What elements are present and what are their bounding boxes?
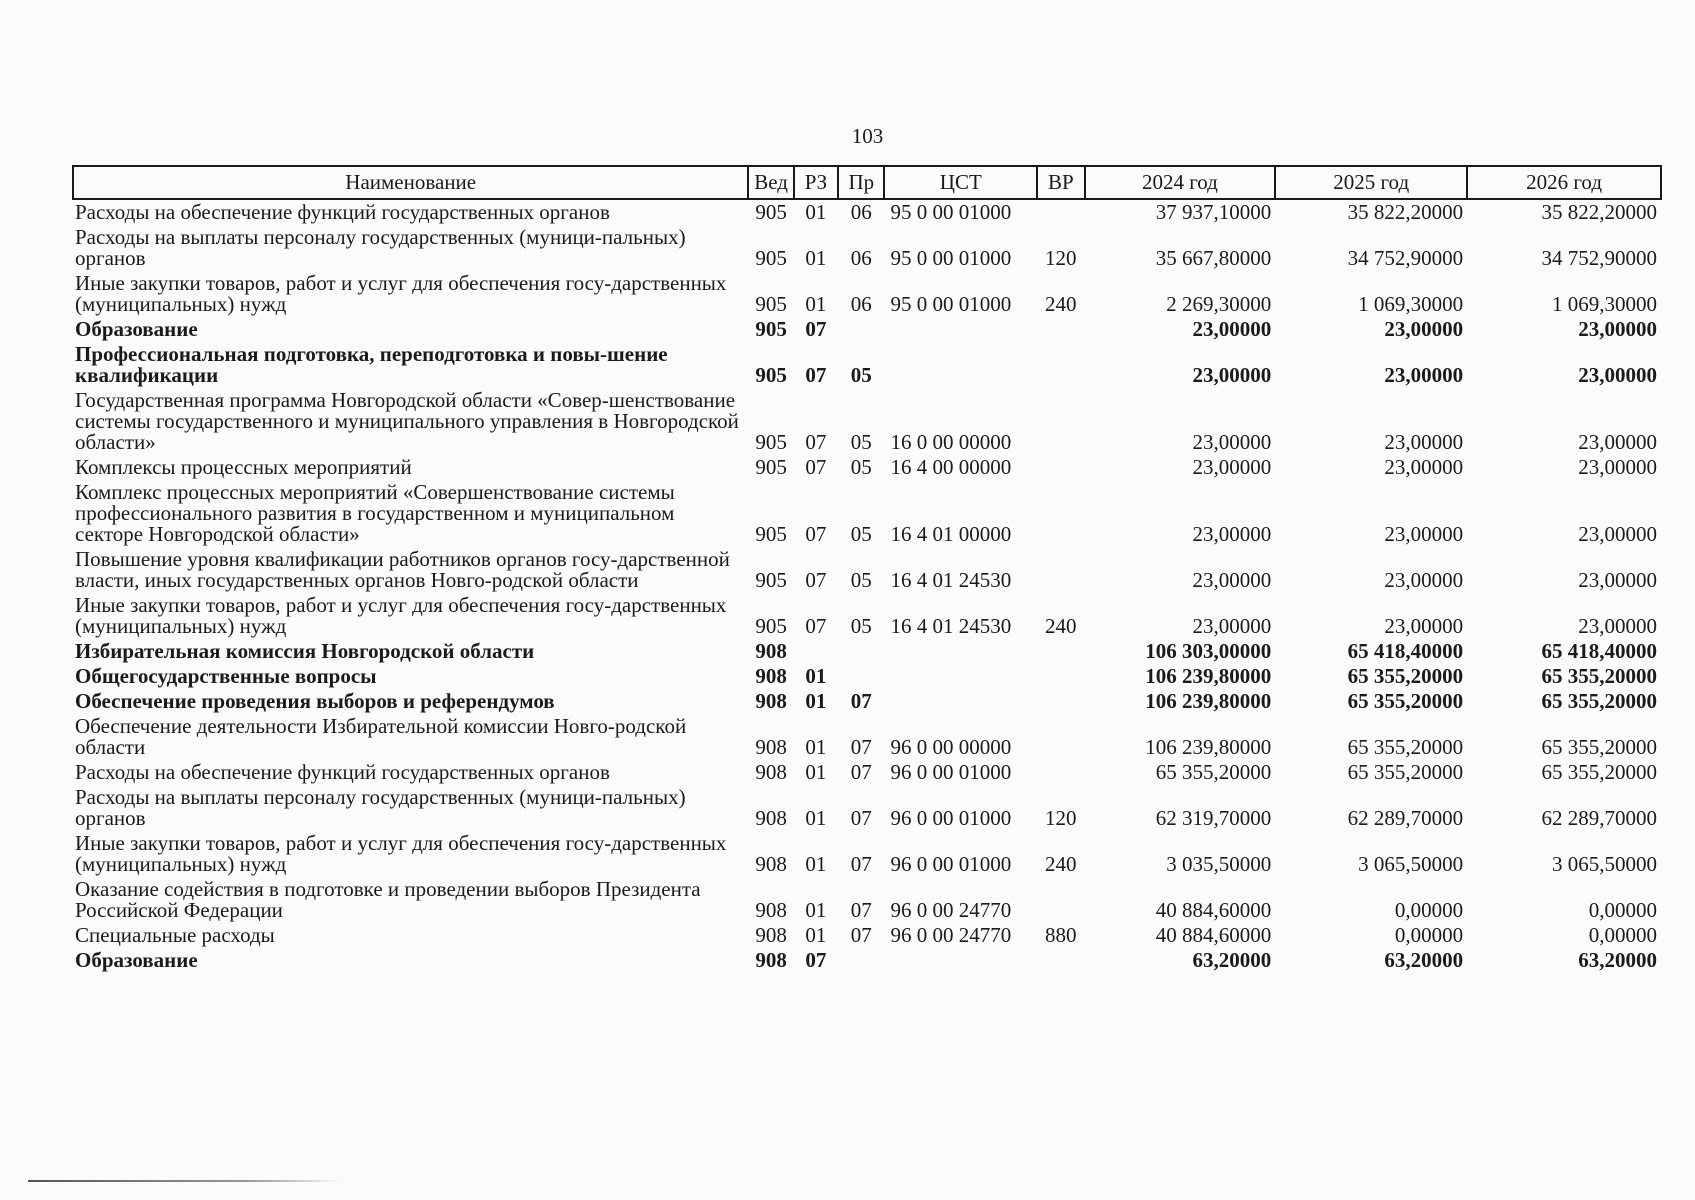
cell-2026: 62 289,70000 (1541, 806, 1657, 830)
cell-name: Избирательная комиссия Новгородской области (75, 639, 535, 663)
cell-rz (794, 639, 838, 664)
cell-name: Обеспечение деятельности Избирательной комиссии Новго-родской области (75, 714, 687, 759)
table-row (73, 639, 1661, 664)
cell-2026: 35 822,20000 (1541, 200, 1657, 224)
table-row (73, 714, 1661, 760)
cell-vr (1037, 760, 1084, 785)
cell-pr: 05 (850, 430, 872, 454)
cell-ved: 908 (755, 806, 787, 830)
cell-cst (884, 639, 1037, 664)
cell-2024: 37 937,10000 (1155, 200, 1272, 224)
cell-vr (1037, 455, 1084, 480)
header-rz: РЗ (794, 166, 838, 199)
cell-pr: 05 (850, 363, 872, 387)
cell-2025: 3 065,50000 (1358, 852, 1464, 876)
cell-pr: 05 (850, 614, 872, 638)
cell-2026: 65 418,40000 (1541, 639, 1657, 663)
cell-rz: 01 (805, 923, 827, 947)
cell-2025: 23,00000 (1384, 317, 1464, 341)
cell-name: Иные закупки товаров, работ и услуг для обеспечения госу-дарственных (муниципальных) нужд (75, 593, 727, 638)
cell-2024: 23,00000 (1192, 568, 1272, 592)
header-pr: Пр (838, 166, 884, 199)
cell-2026: 65 355,20000 (1541, 760, 1657, 784)
cell-ved: 908 (755, 948, 787, 972)
table-row (73, 455, 1661, 480)
cell-cst: 16 4 00 00000 (890, 455, 1012, 479)
cell-vr (1037, 714, 1084, 760)
cell-cst: 96 0 00 24770 (890, 923, 1012, 947)
cell-ved: 908 (755, 760, 787, 784)
cell-vr (1037, 342, 1084, 388)
cell-rz: 07 (805, 948, 827, 972)
cell-rz: 01 (805, 735, 827, 759)
cell-ved: 908 (755, 852, 787, 876)
cell-cst: 16 4 01 24530 (890, 568, 1012, 592)
cell-cst: 95 0 00 01000 (890, 292, 1012, 316)
cell-2024: 40 884,60000 (1155, 923, 1272, 947)
cell-2026: 1 069,30000 (1552, 292, 1657, 316)
cell-2026: 23,00000 (1578, 317, 1657, 341)
cell-2026: 23,00000 (1578, 455, 1657, 479)
cell-name: Расходы на обеспечение функций государственных органов (75, 200, 610, 224)
cell-rz: 07 (805, 522, 827, 546)
cell-vr: 240 (1045, 614, 1077, 638)
cell-name: Профессиональная подготовка, переподготовка и повы-шение квалификации (75, 342, 668, 387)
cell-cst (884, 948, 1037, 973)
cell-2024: 2 269,30000 (1166, 292, 1272, 316)
cell-2024: 65 355,20000 (1155, 760, 1272, 784)
cell-2024: 23,00000 (1192, 363, 1272, 387)
cell-2024: 62 319,70000 (1155, 806, 1272, 830)
scan-artifact-line (28, 1180, 343, 1182)
cell-2025: 63,20000 (1384, 948, 1464, 972)
table-row (73, 388, 1661, 455)
cell-ved: 905 (755, 455, 787, 479)
header-cst: ЦСТ (884, 166, 1037, 199)
cell-name: Комплекс процессных мероприятий «Совершенствование системы профессионального развития в государственном и муниципальном секторе Новгородской области» (75, 480, 675, 546)
cell-2025: 23,00000 (1384, 455, 1464, 479)
cell-2026: 63,20000 (1578, 948, 1657, 972)
cell-ved: 905 (755, 200, 787, 224)
cell-2024: 23,00000 (1192, 317, 1272, 341)
cell-ved: 908 (755, 664, 787, 688)
cell-cst (884, 689, 1037, 714)
cell-name: Комплексы процессных мероприятий (75, 455, 412, 479)
table-row (73, 593, 1661, 639)
cell-vr (1037, 689, 1084, 714)
table-header-row (73, 166, 1661, 199)
cell-pr: 07 (850, 760, 872, 784)
page-number: 103 (851, 124, 884, 148)
cell-2026: 34 752,90000 (1541, 246, 1657, 270)
cell-vr (1037, 317, 1084, 342)
cell-name: Повышение уровня квалификации работников органов госу-дарственной власти, иных государственных органов Новго-родской области (75, 547, 730, 592)
cell-2025: 65 355,20000 (1347, 735, 1464, 759)
cell-rz: 01 (805, 760, 827, 784)
cell-ved: 908 (755, 689, 787, 713)
table-row (73, 923, 1661, 948)
cell-cst (884, 664, 1037, 689)
cell-rz: 07 (805, 430, 827, 454)
cell-ved: 905 (755, 292, 787, 316)
cell-ved: 905 (755, 614, 787, 638)
cell-pr (838, 664, 884, 689)
cell-ved: 905 (755, 317, 787, 341)
cell-2025: 35 822,20000 (1347, 200, 1464, 224)
cell-2026: 3 065,50000 (1552, 852, 1657, 876)
header-name: Наименование (73, 166, 748, 199)
cell-rz: 01 (805, 806, 827, 830)
cell-cst: 96 0 00 01000 (890, 760, 1012, 784)
cell-vr: 880 (1045, 923, 1077, 947)
cell-name: Обеспечение проведения выборов и референдумов (75, 689, 555, 713)
cell-pr: 05 (850, 455, 872, 479)
cell-2024: 23,00000 (1192, 614, 1272, 638)
cell-2024: 106 303,00000 (1145, 639, 1272, 663)
table-row (73, 760, 1661, 785)
cell-2025: 0,00000 (1394, 923, 1464, 947)
cell-name: Оказание содействия в подготовке и проведении выборов Президента Российской Федерации (75, 877, 701, 922)
cell-rz: 01 (805, 689, 827, 713)
table-row (73, 664, 1661, 689)
cell-ved: 905 (755, 363, 787, 387)
cell-cst: 16 4 01 00000 (890, 522, 1012, 546)
cell-vr: 120 (1045, 246, 1077, 270)
cell-2025: 23,00000 (1384, 614, 1464, 638)
cell-ved: 908 (755, 639, 787, 663)
cell-name: Иные закупки товаров, работ и услуг для обеспечения госу-дарственных (муниципальных) нужд (75, 271, 727, 316)
cell-ved: 908 (755, 923, 787, 947)
cell-pr (838, 948, 884, 973)
table-row (73, 689, 1661, 714)
table-row (73, 342, 1661, 388)
cell-pr (838, 639, 884, 664)
cell-2025: 65 418,40000 (1347, 639, 1464, 663)
table-body (73, 199, 1661, 973)
table-row (73, 317, 1661, 342)
cell-name: Расходы на выплаты персоналу государственных (муници-пальных) органов (75, 225, 686, 270)
cell-cst: 95 0 00 01000 (890, 200, 1012, 224)
cell-2024: 63,20000 (1192, 948, 1272, 972)
cell-rz: 07 (805, 455, 827, 479)
cell-ved: 905 (755, 430, 787, 454)
cell-ved: 908 (755, 898, 787, 922)
cell-pr: 07 (850, 898, 872, 922)
cell-ved: 905 (755, 522, 787, 546)
cell-vr: 240 (1045, 852, 1077, 876)
header-ved: Вед (748, 166, 793, 199)
cell-cst (884, 317, 1037, 342)
cell-2024: 23,00000 (1192, 430, 1272, 454)
cell-pr: 06 (850, 292, 872, 316)
table-row (73, 948, 1661, 973)
cell-rz: 07 (805, 568, 827, 592)
cell-pr: 07 (850, 689, 872, 713)
cell-2025: 0,00000 (1394, 898, 1464, 922)
header-vr: ВР (1037, 166, 1084, 199)
header-2025: 2025 год (1275, 166, 1467, 199)
cell-rz: 01 (805, 664, 827, 688)
cell-2025: 23,00000 (1384, 430, 1464, 454)
table-row (73, 225, 1661, 271)
cell-cst: 96 0 00 24770 (890, 898, 1012, 922)
cell-vr: 120 (1045, 806, 1077, 830)
cell-cst: 96 0 00 00000 (890, 735, 1012, 759)
table-row (73, 271, 1661, 317)
cell-2024: 106 239,80000 (1145, 735, 1272, 759)
cell-cst: 16 4 01 24530 (890, 614, 1012, 638)
cell-pr: 06 (850, 246, 872, 270)
cell-pr: 07 (850, 923, 872, 947)
cell-2026: 23,00000 (1578, 568, 1657, 592)
cell-name: Образование (75, 948, 198, 972)
budget-table (72, 165, 1662, 973)
cell-rz: 01 (805, 292, 827, 316)
cell-2025: 23,00000 (1384, 363, 1464, 387)
cell-2026: 65 355,20000 (1541, 689, 1657, 713)
cell-2024: 106 239,80000 (1145, 664, 1272, 688)
budget-table-container (72, 165, 1662, 973)
header-2026: 2026 год (1467, 166, 1661, 199)
cell-pr (838, 317, 884, 342)
cell-pr: 07 (850, 735, 872, 759)
cell-pr: 05 (850, 568, 872, 592)
cell-2024: 3 035,50000 (1166, 852, 1272, 876)
cell-name: Государственная программа Новгородской области «Совер-шенствование системы государственного и муниципального управления в Новгородской области» (75, 388, 739, 454)
cell-vr (1037, 948, 1084, 973)
cell-cst (884, 342, 1037, 388)
cell-2025: 65 355,20000 (1347, 664, 1464, 688)
cell-cst: 16 0 00 00000 (890, 430, 1012, 454)
cell-vr (1037, 664, 1084, 689)
cell-ved: 908 (755, 735, 787, 759)
cell-2025: 23,00000 (1384, 568, 1464, 592)
cell-2026: 23,00000 (1578, 363, 1657, 387)
cell-2026: 65 355,20000 (1541, 735, 1657, 759)
table-row (73, 480, 1661, 547)
cell-cst: 96 0 00 01000 (890, 806, 1012, 830)
cell-2024: 35 667,80000 (1155, 246, 1272, 270)
header-2024: 2024 год (1085, 166, 1276, 199)
table-row (73, 831, 1661, 877)
cell-2026: 23,00000 (1578, 614, 1657, 638)
cell-pr: 07 (850, 806, 872, 830)
cell-2026: 0,00000 (1588, 923, 1657, 947)
cell-name: Специальные расходы (75, 923, 275, 947)
cell-rz: 01 (805, 852, 827, 876)
cell-2026: 65 355,20000 (1541, 664, 1657, 688)
cell-cst: 95 0 00 01000 (890, 246, 1012, 270)
cell-rz: 01 (805, 200, 827, 224)
cell-vr (1037, 388, 1084, 455)
cell-name: Общегосударственные вопросы (75, 664, 377, 688)
cell-2024: 23,00000 (1192, 455, 1272, 479)
cell-vr (1037, 480, 1084, 547)
cell-ved: 905 (755, 568, 787, 592)
cell-2025: 1 069,30000 (1358, 292, 1464, 316)
cell-name: Расходы на обеспечение функций государственных органов (75, 760, 610, 784)
cell-vr (1037, 199, 1084, 225)
cell-pr: 06 (850, 200, 872, 224)
cell-2025: 23,00000 (1384, 522, 1464, 546)
cell-rz: 07 (805, 317, 827, 341)
cell-rz: 01 (805, 246, 827, 270)
cell-2026: 23,00000 (1578, 522, 1657, 546)
cell-cst: 96 0 00 01000 (890, 852, 1012, 876)
cell-vr: 240 (1045, 292, 1077, 316)
cell-2025: 34 752,90000 (1347, 246, 1464, 270)
cell-2026: 0,00000 (1588, 898, 1657, 922)
cell-pr: 05 (850, 522, 872, 546)
cell-name: Расходы на выплаты персоналу государственных (муници-пальных) органов (75, 785, 686, 830)
cell-2025: 65 355,20000 (1347, 689, 1464, 713)
cell-rz: 07 (805, 614, 827, 638)
cell-vr (1037, 547, 1084, 593)
cell-2025: 65 355,20000 (1347, 760, 1464, 784)
table-row (73, 785, 1661, 831)
cell-2024: 23,00000 (1192, 522, 1272, 546)
cell-name: Образование (75, 317, 198, 341)
table-row (73, 877, 1661, 923)
cell-2024: 40 884,60000 (1155, 898, 1272, 922)
cell-2025: 62 289,70000 (1347, 806, 1464, 830)
cell-2024: 106 239,80000 (1145, 689, 1272, 713)
cell-name: Иные закупки товаров, работ и услуг для обеспечения госу-дарственных (муниципальных) нужд (75, 831, 727, 876)
cell-ved: 905 (755, 246, 787, 270)
cell-rz: 07 (805, 363, 827, 387)
cell-2026: 23,00000 (1578, 430, 1657, 454)
cell-vr (1037, 639, 1084, 664)
table-row (73, 547, 1661, 593)
table-row (73, 199, 1661, 225)
cell-rz: 01 (805, 898, 827, 922)
cell-vr (1037, 877, 1084, 923)
cell-pr: 07 (850, 852, 872, 876)
